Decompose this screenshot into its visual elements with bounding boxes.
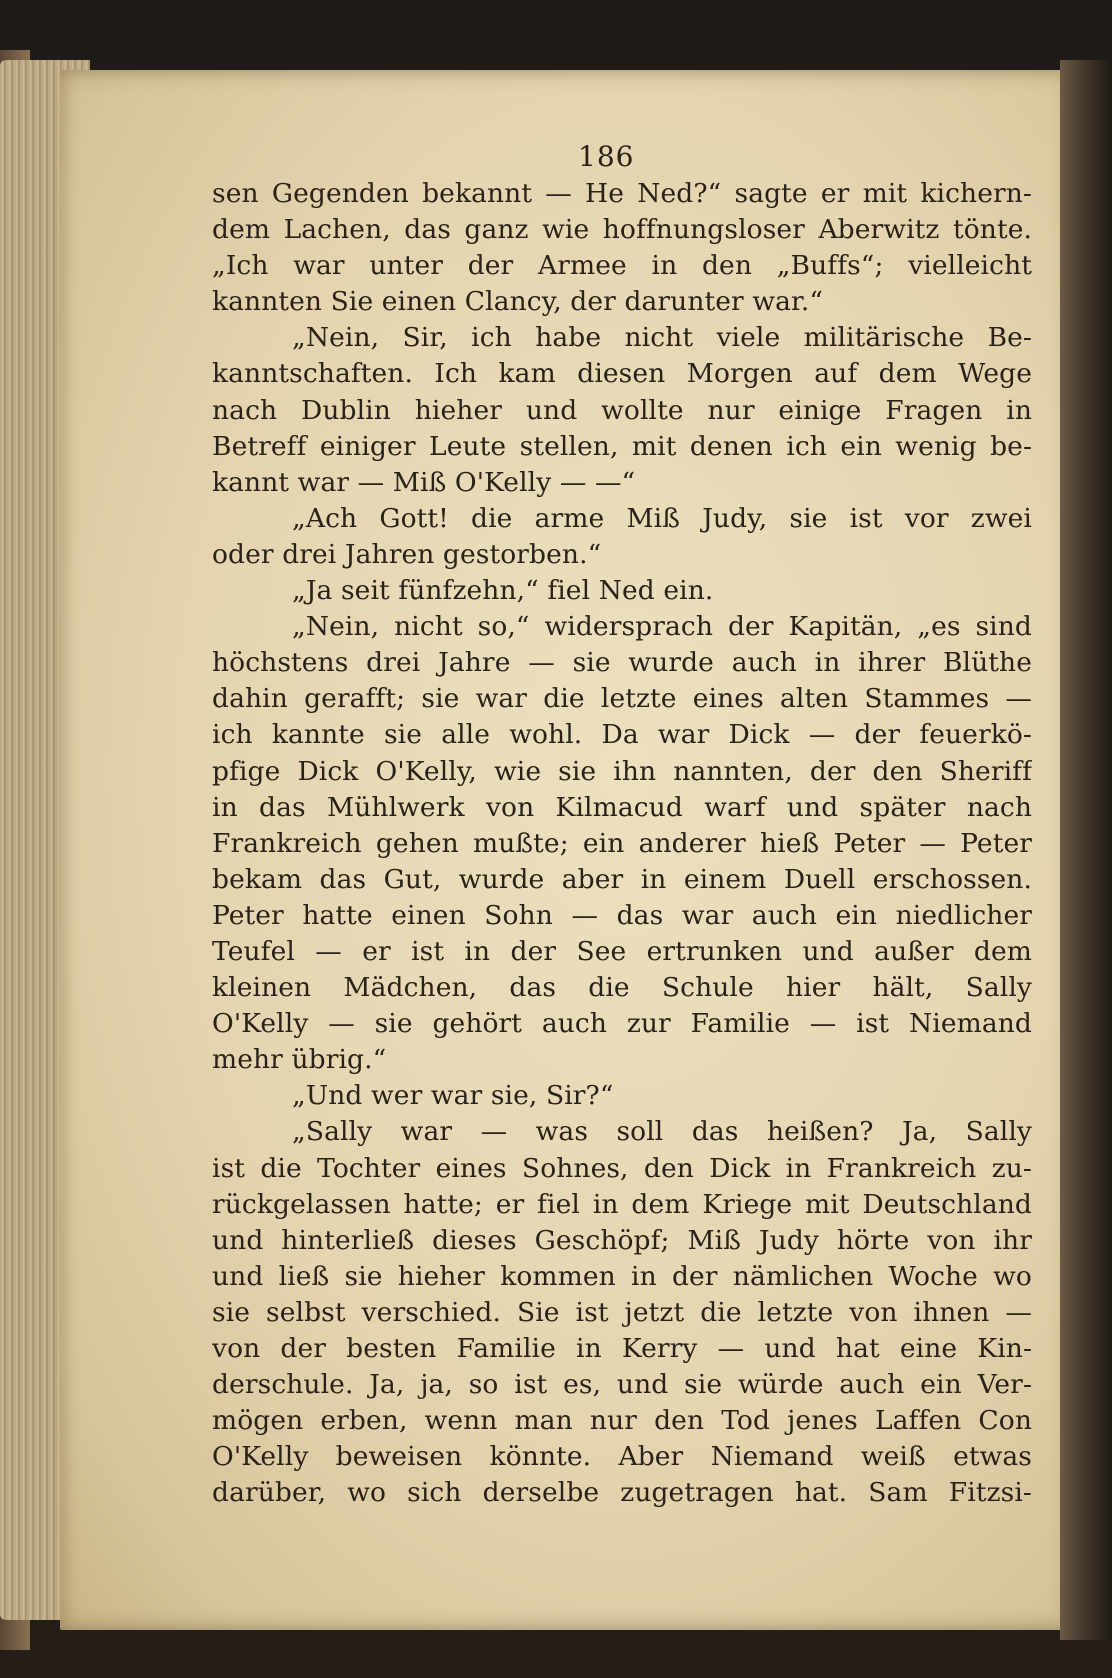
text-line: Peter hatte einen Sohn — das war auch ein niedlicher	[212, 899, 1032, 931]
text-line: kanntschaften. Ich kam diesen Morgen auf dem Wege	[212, 358, 1032, 390]
text-line: sie selbst verschied. Sie ist jetzt die letzte von ihnen —	[212, 1296, 1032, 1328]
text-line: von der besten Familie in Kerry — und hat eine Kin‑	[212, 1333, 1032, 1364]
text-line: „Und wer war sie, Sir?“	[292, 1080, 614, 1112]
text-line: und ließ sie hieher kommen in der nämlichen Woche wo	[212, 1260, 1032, 1292]
text-line: und hinterließ dieses Geschöpf; Miß Judy hörte von ihr	[212, 1224, 1032, 1256]
text-line: „Nein, nicht so,“ widersprach der Kapitän, „es sind	[292, 611, 1032, 643]
book-gutter	[1060, 60, 1112, 1640]
text-line: O'Kelly — sie gehört auch zur Familie — ist Niemand	[212, 1008, 1032, 1040]
text-line: pfige Dick O'Kelly, wie sie ihn nannten, der den Sheriff	[212, 755, 1032, 787]
text-line: ist die Tochter eines Sohnes, den Dick in Frankreich zu‑	[212, 1152, 1032, 1184]
text-line: dahin gerafft; sie war die letzte eines alten Stammes —	[212, 683, 1032, 715]
text-line: ich kannte sie alle wohl. Da war Dick — der feuerkö‑	[212, 719, 1032, 751]
text-line: kannt war — Miß O'Kelly — —“	[212, 466, 636, 498]
page-number: 186	[578, 140, 635, 173]
text-line: Teufel — er ist in der See ertrunken und außer dem	[212, 935, 1032, 967]
text-line: kannten Sie einen Clancy, der darunter war.“	[212, 286, 824, 318]
text-line: O'Kelly beweisen könnte. Aber Niemand weiß etwas	[212, 1441, 1032, 1473]
page-text	[212, 176, 1032, 1511]
text-line: darüber, wo sich derselbe zugetragen hat. Sam Fitzsi‑	[212, 1477, 1032, 1509]
text-line: höchstens drei Jahre — sie wurde auch in ihrer Blüthe	[212, 647, 1032, 679]
text-line: oder drei Jahren gestorben.“	[212, 538, 602, 570]
text-line: sen Gegenden bekannt — He Ned?“ sagte er mit kichern‑	[212, 178, 1032, 209]
text-line: „Ach Gott! die arme Miß Judy, sie ist vor zwei	[292, 502, 1032, 534]
text-line: „Sally war — was soll das heißen? Ja, Sally	[292, 1116, 1032, 1148]
text-line: nach Dublin hieher und wollte nur einige Fragen in	[212, 394, 1032, 426]
text-line: Betreff einiger Leute stellen, mit denen ich ein wenig be‑	[212, 430, 1032, 462]
text-line: rückgelassen hatte; er fiel in dem Kriege mit Deutschland	[212, 1188, 1032, 1220]
text-line: bekam das Gut, wurde aber in einem Duell erschossen.	[212, 863, 1032, 895]
text-line: „Ich war unter der Armee in den „Buffs“; vielleicht	[212, 250, 1032, 282]
text-line: „Ja seit fünfzehn,“ fiel Ned ein.	[292, 575, 714, 607]
text-line: Frankreich gehen mußte; ein anderer hieß Peter — Peter	[212, 827, 1032, 859]
text-line: in das Mühlwerk von Kilmacud warf und später nach	[212, 791, 1032, 823]
text-line: derschule. Ja, ja, so ist es, und sie würde auch ein Ver‑	[212, 1369, 1032, 1401]
text-line: dem Lachen, das ganz wie hoffnungsloser Aberwitz tönte.	[212, 214, 1032, 246]
text-line: mehr übrig.“	[212, 1044, 387, 1076]
text-line: kleinen Mädchen, das die Schule hier hält, Sally	[212, 972, 1032, 1004]
text-line: „Nein, Sir, ich habe nicht viele militärische Be‑	[292, 322, 1032, 354]
text-line: mögen erben, wenn man nur den Tod jenes Laffen Con	[212, 1405, 1032, 1437]
